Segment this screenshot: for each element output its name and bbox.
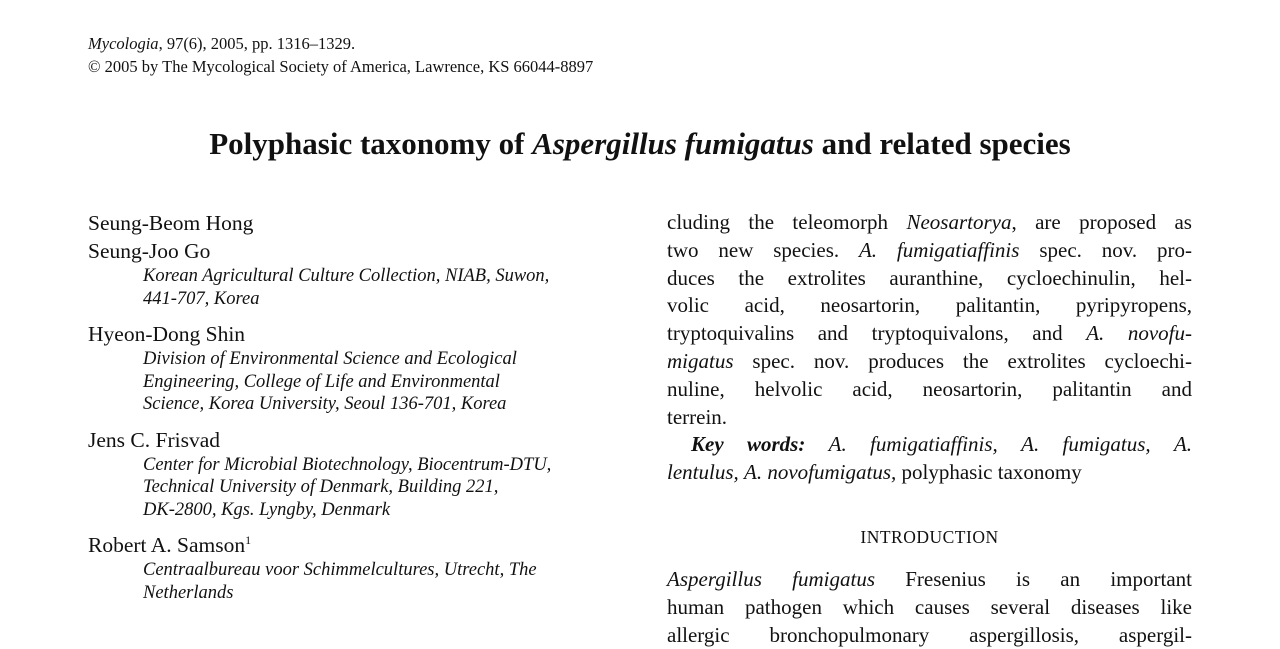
journal-citation: Mycologia, 97(6), 2005, pp. 1316–1329. <box>88 34 356 53</box>
keywords-label: Key words: <box>691 432 806 457</box>
abstract-line: volic acid, neosartorin, palitantin, pyripyropens, <box>667 293 1192 318</box>
author-list <box>88 209 648 604</box>
abstract-line: tryptoquivalins and tryptoquivalons, and A. novofu- <box>667 321 1192 346</box>
author-affiliation: Engineering, College of Life and Environmental <box>143 371 500 392</box>
abstract-line: two new species. A. fumigatiaffinis spec. nov. pro- <box>667 237 1192 262</box>
keywords-line: lentulus, A. novofumigatus, polyphasic taxonomy <box>667 460 1082 485</box>
paper-title: Polyphasic taxonomy of Aspergillus fumigatus and related species <box>209 126 1071 161</box>
author-name: Robert A. Samson$^1$ <box>88 532 252 557</box>
body-line: human pathogen which causes several diseases like <box>667 594 1192 619</box>
abstract-line: nuline, helvolic acid, neosartorin, palitantin and <box>667 376 1192 401</box>
author-affiliation: 441-707, Korea <box>143 288 260 309</box>
introduction-text <box>667 566 1192 649</box>
keywords-line: Key words: A. fumigatiaffinis, A. fumigatus, A. <box>691 432 1193 457</box>
copyright-line: © 2005 by The Mycological Society of America, Lawrence, KS 66044-8897 <box>88 57 594 76</box>
author-affiliation: Korean Agricultural Culture Collection, NIAB, Suwon, <box>143 266 550 286</box>
author-affiliation: Science, Korea University, Seoul 136-701, Korea <box>143 394 507 414</box>
author-affiliation: Centraalbureau voor Schimmelcultures, Utrecht, The <box>143 560 537 580</box>
body-line: allergic bronchopulmonary aspergillosis, aspergil- <box>667 622 1192 647</box>
section-heading: INTRODUCTION <box>860 527 999 547</box>
author-affiliation: Division of Environmental Science and Ecological <box>143 349 517 369</box>
author-name: Seung-Beom Hong <box>88 211 254 235</box>
abstract-line: cluding the teleomorph Neosartorya, are proposed as <box>667 210 1192 234</box>
abstract-line: migatus spec. nov. produces the extrolites cycloechi- <box>667 348 1192 373</box>
author-affiliation: DK-2800, Kgs. Lyngby, Denmark <box>143 499 391 520</box>
abstract-line: terrein. <box>667 404 728 429</box>
author-name: Hyeon-Dong Shin <box>88 322 246 346</box>
author-affiliation: Technical University of Denmark, Building 221, <box>143 477 499 497</box>
citation-header <box>88 32 593 78</box>
footnote-marker: 1 <box>245 532 252 547</box>
author-name: Seung-Joo Go <box>88 239 211 263</box>
abstract-line: duces the extrolites auranthine, cycloechinulin, hel- <box>667 265 1192 290</box>
body-line: Aspergillus fumigatus Fresenius is an important <box>667 567 1192 591</box>
abstract-column <box>667 209 1192 487</box>
author-affiliation: Netherlands <box>143 582 234 603</box>
author-affiliation: Center for Microbial Biotechnology, Biocentrum-DTU, <box>143 454 552 475</box>
author-name: Jens C. Frisvad <box>88 427 220 452</box>
